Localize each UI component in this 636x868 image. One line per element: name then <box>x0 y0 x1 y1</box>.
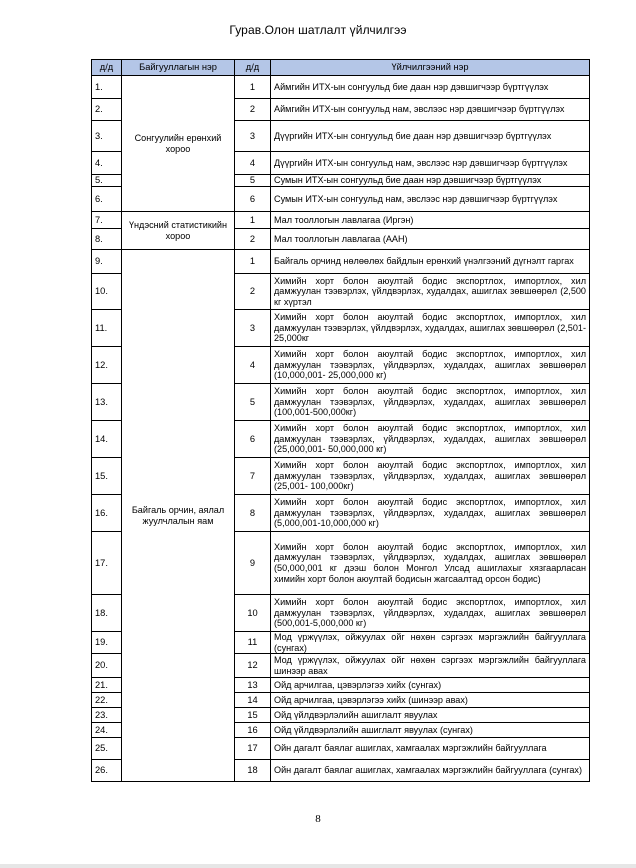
service-name: Ойн дагалт баялаг ашиглах, хамгаалах мэргэжлийн байгууллага <box>271 738 590 760</box>
organization-name: Сонгуулийн ерөнхий хороо <box>122 76 235 212</box>
row-number: 5. <box>92 175 122 187</box>
service-index: 4 <box>235 152 271 175</box>
table-row <box>92 250 590 274</box>
service-name: Ойн дагалт баялаг ашиглах, хамгаалах мэргэжлийн байгууллага (сунгах) <box>271 760 590 782</box>
row-number: 8. <box>92 229 122 250</box>
service-index: 18 <box>235 760 271 782</box>
row-number: 4. <box>92 152 122 175</box>
service-name: Сумын ИТХ-ын сонгуульд бие даан нэр дэвшигчээр бүртгүүлэх <box>271 175 590 187</box>
service-index: 10 <box>235 595 271 632</box>
service-index: 7 <box>235 458 271 495</box>
service-name: Аймгийн ИТХ-ын сонгуульд бие даан нэр дэвшигчээр бүртгүүлэх <box>271 76 590 99</box>
row-number: 23. <box>92 708 122 723</box>
row-number: 20. <box>92 654 122 678</box>
service-index: 5 <box>235 384 271 421</box>
service-name: Химийн хорт болон аюултай бодис экспортлох, импортлох, хил дамжуулан тээвэрлэх, үйлдвэрлэх, худалдах, ашиглах зөвшөөрөл (50,000,001 кг дээш болон Монгол Улсад ашиглахыг хязгаарласан химийн хорт болон аюултай бодисын жагсаалтад орсон бодис) <box>271 532 590 595</box>
service-name: Дүүргийн ИТХ-ын сонгуульд бие даан нэр дэвшигчээр бүртгүүлэх <box>271 121 590 152</box>
table-row <box>92 212 590 229</box>
header-organization: Байгууллагын нэр <box>122 60 235 76</box>
service-index: 2 <box>235 274 271 310</box>
service-name: Химийн хорт болон аюултай бодис экспортлох, импортлох, хил дамжуулан тээвэрлэх, үйлдвэрлэх, худалдах, ашиглах зөвшөөрөл (25,001- 100,000кг) <box>271 458 590 495</box>
service-name: Байгаль орчинд нөлөөлөх байдлын ерөнхий үнэлгээний дүгнэлт гаргах <box>271 250 590 274</box>
service-name: Мод үржүүлэх, ойжуулах ойг нөхөн сэргээх мэргэжлийн байгууллага (сунгах) <box>271 632 590 654</box>
service-index: 11 <box>235 632 271 654</box>
table-header-row <box>92 60 590 76</box>
service-index: 1 <box>235 212 271 229</box>
service-index: 15 <box>235 708 271 723</box>
service-index: 17 <box>235 738 271 760</box>
service-index: 3 <box>235 121 271 152</box>
service-name: Химийн хорт болон аюултай бодис экспортлох, импортлох, хил дамжуулан тээвэрлэх, үйлдвэрлэх, худалдах, ашиглах зөвшөөрөл (2,500 кг хүртэл <box>271 274 590 310</box>
service-index: 2 <box>235 229 271 250</box>
service-name: Химийн хорт болон аюултай бодис экспортлох, импортлох, хил дамжуулан тээвэрлэх, үйлдвэрлэх, худалдах, ашиглах зөвшөөрөл (10,000,001- 25,000,000 кг) <box>271 347 590 384</box>
row-number: 2. <box>92 99 122 121</box>
service-index: 1 <box>235 76 271 99</box>
service-index: 1 <box>235 250 271 274</box>
service-index: 2 <box>235 99 271 121</box>
header-no: д/д <box>92 60 122 76</box>
organization-name: Үндэсний статистикийн хороо <box>122 212 235 250</box>
service-name: Химийн хорт болон аюултай бодис экспортлох, импортлох, хил дамжуулан тээвэрлэх, үйлдвэрлэх, худалдах, ашиглах зөвшөөрөл (2,501- 25,000кг <box>271 310 590 347</box>
service-name: Ойд арчилгаа, цэвэрлэгээ хийх (шинээр авах) <box>271 693 590 708</box>
viewer-bottom-bar <box>0 864 636 868</box>
row-number: 13. <box>92 384 122 421</box>
service-index: 13 <box>235 678 271 693</box>
service-index: 4 <box>235 347 271 384</box>
service-name: Мал тооллогын лавлагаа (ААН) <box>271 229 590 250</box>
row-number: 24. <box>92 723 122 738</box>
service-index: 9 <box>235 532 271 595</box>
row-number: 3. <box>92 121 122 152</box>
service-index: 16 <box>235 723 271 738</box>
row-number: 16. <box>92 495 122 532</box>
service-index: 5 <box>235 175 271 187</box>
service-name: Химийн хорт болон аюултай бодис экспортлох, импортлох, хил дамжуулан тээвэрлэх, үйлдвэрлэх, худалдах, ашиглах зөвшөөрөл (5,000,001-10,000,000 кг) <box>271 495 590 532</box>
header-service-name: Үйлчилгээний нэр <box>271 60 590 76</box>
row-number: 21. <box>92 678 122 693</box>
row-number: 22. <box>92 693 122 708</box>
row-number: 14. <box>92 421 122 458</box>
service-name: Мод үржүүлэх, ойжуулах ойг нөхөн сэргээх мэргэжлийн байгууллага шинээр авах <box>271 654 590 678</box>
page-number: 8 <box>315 813 321 825</box>
row-number: 15. <box>92 458 122 495</box>
row-number: 11. <box>92 310 122 347</box>
document-title: Гурав.Олон шатлалт үйлчилгээ <box>229 23 407 37</box>
service-index: 3 <box>235 310 271 347</box>
service-index: 14 <box>235 693 271 708</box>
service-name: Химийн хорт болон аюултай бодис экспортлох, импортлох, хил дамжуулан тээвэрлэх, үйлдвэрлэх, худалдах, ашиглах зөвшөөрөл (100,001-500,000кг) <box>271 384 590 421</box>
row-number: 25. <box>92 738 122 760</box>
service-name: Химийн хорт болон аюултай бодис экспортлох, импортлох, хил дамжуулан тээвэрлэх, үйлдвэрлэх, худалдах, ашиглах зөвшөөрөл (500,001-5,000,000 кг) <box>271 595 590 632</box>
services-table <box>91 59 590 782</box>
service-name: Ойд үйлдвэрлэлийн ашиглалт явуулах <box>271 708 590 723</box>
service-index: 8 <box>235 495 271 532</box>
service-name: Ойд үйлдвэрлэлийн ашиглалт явуулах (сунгах) <box>271 723 590 738</box>
row-number: 7. <box>92 212 122 229</box>
service-index: 6 <box>235 187 271 212</box>
service-name: Аймгийн ИТХ-ын сонгуульд нам, эвслээс нэр дэвшигчээр бүртгүүлэх <box>271 99 590 121</box>
row-number: 26. <box>92 760 122 782</box>
row-number: 1. <box>92 76 122 99</box>
service-index: 6 <box>235 421 271 458</box>
row-number: 18. <box>92 595 122 632</box>
row-number: 19. <box>92 632 122 654</box>
row-number: 17. <box>92 532 122 595</box>
service-name: Сумын ИТХ-ын сонгуульд нам, эвслээс нэр дэвшигчээр бүртгүүлэх <box>271 187 590 212</box>
service-name: Мал тооллогын лавлагаа (Иргэн) <box>271 212 590 229</box>
organization-name: Байгаль орчин, аялал жуулчлалын яам <box>122 250 235 782</box>
service-name: Химийн хорт болон аюултай бодис экспортлох, импортлох, хил дамжуулан тээвэрлэх, үйлдвэрлэх, худалдах, ашиглах зөвшөөрөл (25,000,001- 50,000,000 кг) <box>271 421 590 458</box>
table-row <box>92 76 590 99</box>
row-number: 9. <box>92 250 122 274</box>
service-name: Ойд арчилгаа, цэвэрлэгээ хийх (сунгах) <box>271 678 590 693</box>
service-name: Дүүргийн ИТХ-ын сонгуульд нам, эвслээс нэр дэвшигчээр бүртгүүлэх <box>271 152 590 175</box>
row-number: 10. <box>92 274 122 310</box>
service-index: 12 <box>235 654 271 678</box>
row-number: 12. <box>92 347 122 384</box>
header-index: д/д <box>235 60 271 76</box>
row-number: 6. <box>92 187 122 212</box>
